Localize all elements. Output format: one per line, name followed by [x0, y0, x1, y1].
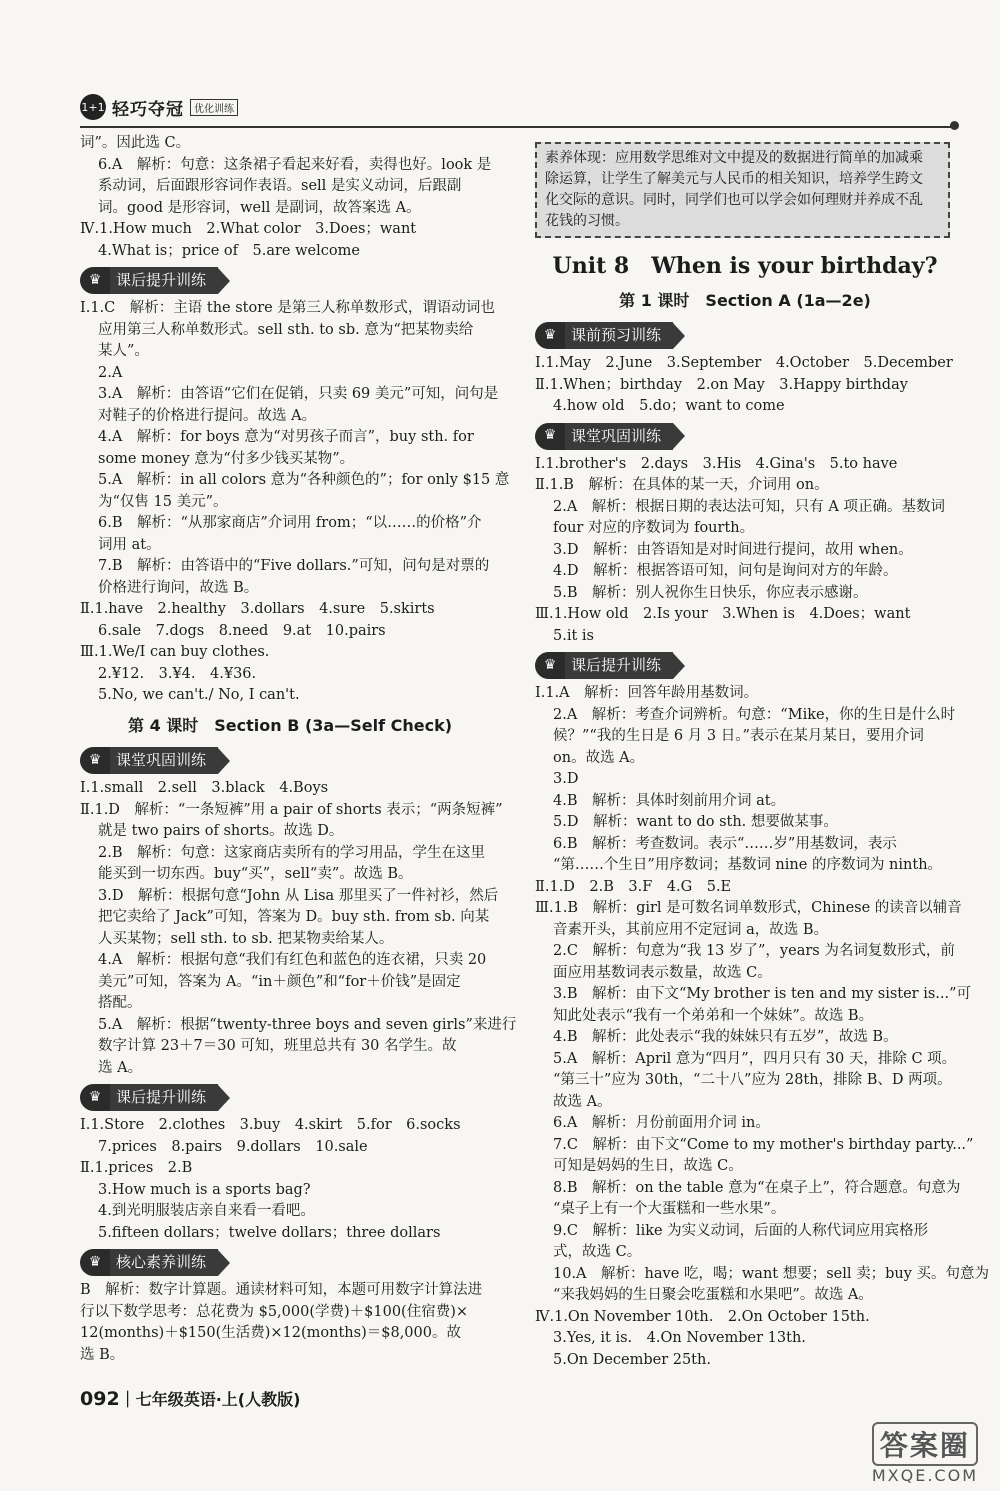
section-banner — [80, 267, 230, 294]
text-line: Ⅲ.1.B 解析：girl 是可数名词单数形式，Chinese 的读音以辅音 — [535, 900, 962, 916]
text-line: 4.A 解析：根据句意“我们有红色和蓝色的连衣裙，只卖 20 — [98, 952, 487, 968]
text-line: “来我妈妈的生日聚会吃蛋糕和水果吧”。故选 A。 — [553, 1287, 873, 1303]
lesson-title: 第 4 课时 Section B (3a—Self Check) — [128, 715, 453, 735]
text-line: Ⅳ.1.On November 10th. 2.On October 15th. — [535, 1308, 870, 1325]
crown-icon: ♛ — [80, 1249, 110, 1276]
section-banner — [80, 1084, 230, 1111]
text-line: 6.B 解析：“从那家商店”介词用 from；“以……的价格”介 — [98, 515, 482, 531]
text-line: 4.What is；price of 5.are welcome — [98, 242, 360, 259]
logo — [80, 92, 238, 122]
text-line: on。故选 A。 — [553, 749, 645, 766]
crown-icon: ♛ — [80, 747, 110, 774]
section-title: 课后提升训练 — [110, 267, 218, 294]
text-line: 6.A 解析：句意：这条裙子看起来好看，卖得也好。look 是 — [98, 156, 492, 173]
watermark-url: MXQE.COM — [871, 1466, 978, 1485]
section-title: 课堂巩固训练 — [110, 747, 218, 774]
page-footer — [80, 1387, 300, 1410]
text-line: 6.sale 7.dogs 8.need 9.at 10.pairs — [98, 622, 386, 639]
text-line: 数字计算 23＋7＝30 可知，班里总共有 30 名学生。故 — [98, 1038, 457, 1054]
text-line: B 解析：数字计算题。通读材料可知，本题可用数字计算法进 — [80, 1282, 483, 1298]
unit-title: Unit 8 When is your birthday? — [552, 253, 938, 279]
text-line: 9.C 解析：like 为实义动词，后面的人称代词应用宾格形 — [553, 1222, 929, 1239]
section-banner — [80, 1249, 230, 1276]
text-line: 7.prices 8.pairs 9.dollars 10.sale — [98, 1138, 368, 1155]
text-line: 2.B 解析：句意：这家商店卖所有的学习用品，学生在这里 — [98, 844, 485, 861]
text-line: 人买某物；sell sth. to sb. 把某物卖给某人。 — [98, 930, 394, 947]
header-rule — [80, 126, 955, 128]
text-line: 应用第三人称单数形式。sell sth. to sb. 意为“把某物卖给 — [98, 321, 474, 338]
book-title: 七年级英语·上(人教版) — [135, 1390, 301, 1409]
text-line: 故选 A。 — [553, 1093, 612, 1110]
text-line: Ⅱ.1.When；birthday 2.on May 3.Happy birthday — [535, 376, 908, 393]
text-line: 把它卖给了 Jack”可知，答案为 D。buy sth. from sb. 向某 — [98, 909, 490, 925]
text-line: 系动词，后面跟形容词作表语。sell 是实义动词，后跟副 — [98, 178, 462, 194]
text-line: 选 A。 — [98, 1059, 143, 1076]
text-line: “第……个生日”用序数词；基数词 nine 的序数词为 ninth。 — [553, 857, 943, 873]
text-line: Ⅰ.1.May 2.June 3.September 4.October 5.December — [535, 355, 953, 371]
text-line: 音素开头，其前应用不定冠词 a，故选 B。 — [553, 921, 829, 938]
text-line: Ⅱ.1.have 2.healthy 3.dollars 4.sure 5.skirts — [80, 601, 435, 617]
text-line: Ⅱ.1.D 2.B 3.F 4.G 5.E — [535, 878, 732, 895]
section-title: 课后提升训练 — [565, 652, 673, 679]
section-title: 核心素养训练 — [110, 1249, 218, 1276]
text-line: Ⅱ.1.B 解析：在具体的某一天，介词用 on。 — [535, 477, 829, 493]
text-line: 6.B 解析：考查数词。表示“……岁”用基数词，表示 — [553, 835, 897, 852]
text-line: 词”。因此选 C。 — [80, 135, 191, 151]
text-line: 价格进行询问，故选 B。 — [98, 579, 259, 596]
text-line: 7.B 解析：由答语中的“Five dollars.”可知，问句是对票的 — [98, 558, 490, 574]
left-column — [80, 133, 517, 1366]
text-line: Ⅰ.1.C 解析：主语 the store 是第三人称单数形式，谓语动词也 — [80, 300, 495, 316]
text-line: 可知是妈妈的生日，故选 C。 — [553, 1158, 743, 1174]
text-line: Ⅰ.1.small 2.sell 3.black 4.Boys — [80, 780, 329, 796]
text-line: 某人”。 — [98, 343, 149, 359]
text-line: 3.D — [553, 771, 579, 787]
text-line: 选 B。 — [80, 1346, 125, 1363]
text-line: 12(months)＋$150(生活费)×12(months)＝$8,000。故 — [80, 1325, 461, 1341]
site-watermark — [872, 1422, 978, 1485]
text-line: “第三十”应为 30th，“二十八”应为 28th，排除 B、D 两项。 — [553, 1072, 952, 1088]
text-line: Ⅰ.1.brother's 2.days 3.His 4.Gina's 5.to have — [535, 455, 898, 472]
text-line: 5.it is — [553, 627, 594, 644]
text-line: 8.B 解析：on the table 意为“在桌子上”，符合题意。句意为 — [553, 1179, 961, 1196]
text-line: 4.B 解析：具体时刻前用介词 at。 — [553, 792, 786, 809]
text-line: 5.A 解析：根据“twenty-three boys and seven girls”来进行 — [98, 1016, 517, 1033]
text-line: 6.A 解析：月份前面用介词 in。 — [553, 1115, 770, 1131]
text-line: 面应用基数词表示数量，故选 C。 — [553, 964, 772, 981]
text-line: 能买到一切东西。buy“买”，sell“卖”。故选 B。 — [98, 866, 413, 882]
text-line: 5.On December 25th. — [553, 1351, 711, 1368]
text-line: Ⅳ.1.How much 2.What color 3.Does；want — [80, 221, 417, 237]
literacy-note-box — [535, 142, 950, 238]
text-line: 2.¥12. 3.¥4. 4.¥36. — [98, 665, 257, 682]
text-line: 2.A 解析：根据日期的表达法可知，只有 A 项正确。基数词 — [553, 498, 945, 515]
footer-divider: ｜ — [119, 1390, 136, 1409]
text-line: 5.No, we can't./ No, I can't. — [98, 687, 300, 703]
text-line: 5.A 解析：April 意为“四月”，四月只有 30 天，排除 C 项。 — [553, 1050, 957, 1067]
text-line: Ⅰ.1.A 解析：回答年龄用基数词。 — [535, 685, 759, 701]
section-banner — [80, 747, 230, 774]
text-line: 3.How much is a sports bag? — [98, 1181, 311, 1198]
lesson-title: 第 1 课时 Section A (1a—2e) — [619, 290, 871, 310]
text-line: 式，故选 C。 — [553, 1244, 642, 1260]
text-line: 为“仅售 15 美元”。 — [98, 493, 228, 510]
text-line: 搭配。 — [98, 995, 142, 1011]
text-line: 行以下数学思考：总花费为 $5,000(学费)＋$100(住宿费)× — [80, 1303, 469, 1320]
text-line: 4.到光明服装店亲自来看一看吧。 — [98, 1203, 315, 1219]
text-line: 对鞋子的价格进行提问。故选 A。 — [98, 407, 317, 424]
text-line: Ⅱ.1.D 解析：“一条短裤”用 a pair of shorts 表示；“两条短裤” — [80, 801, 503, 818]
text-line: 3.D 解析：根据句意“John 从 Lisa 那里买了一件衬衫，然后 — [98, 887, 499, 904]
text-line: four 对应的序数词为 fourth。 — [553, 520, 755, 536]
text-line: 4.how old 5.do；want to come — [553, 398, 785, 414]
crown-icon: ♛ — [535, 322, 565, 349]
page-header — [80, 92, 955, 132]
crown-icon: ♛ — [80, 267, 110, 294]
text-line: “桌子上有一个大蛋糕和一些水果”。 — [553, 1201, 786, 1217]
text-line: 2.A — [98, 364, 123, 381]
text-line: 3.D 解析：由答语知是对时间进行提问，故用 when。 — [553, 541, 913, 558]
text-line: some money 意为“付多少钱买某物”。 — [98, 450, 355, 467]
section-title: 课堂巩固训练 — [565, 423, 673, 450]
crown-icon: ♛ — [535, 423, 565, 450]
text-line: 2.A 解析：考查介词辨析。句意：“Mike，你的生日是什么时 — [553, 706, 956, 723]
text-line: 7.C 解析：由下文“Come to my mother's birthday party...” — [553, 1136, 974, 1153]
section-banner — [535, 322, 685, 349]
text-line: 素养体现：应用数学思维对文中提及的数据进行简单的加减乘 — [545, 150, 923, 166]
text-line: 除运算，让学生了解美元与人民币的相关知识，培养学生跨文 — [545, 171, 923, 187]
text-line: Ⅲ.1.How old 2.Is your 3.When is 4.Does；want — [535, 606, 911, 622]
text-line: 知此处表示“我有一个弟弟和一个妹妹”。故选 B。 — [553, 1007, 874, 1024]
text-line: 美元”可知，答案为 A。“in＋颜色”和“for＋价钱”是固定 — [98, 973, 461, 990]
section-title: 课前预习训练 — [565, 322, 673, 349]
text-line: 5.D 解析：want to do sth. 想要做某事。 — [553, 814, 838, 830]
text-line: 就是 two pairs of shorts。故选 D。 — [98, 823, 344, 839]
section-title: 课后提升训练 — [110, 1084, 218, 1111]
text-line: 4.A 解析：for boys 意为“对男孩子而言”，buy sth. for — [98, 429, 474, 445]
text-line: 5.A 解析：in all colors 意为“各种颜色的”；for only $15 意 — [98, 472, 510, 488]
text-line: 3.B 解析：由下文“My brother is ten and my sister is...”可 — [553, 986, 972, 1002]
section-banner — [535, 423, 685, 450]
text-line: 3.Yes, it is. 4.On November 13th. — [553, 1330, 806, 1346]
text-line: Ⅲ.1.We/I can buy clothes. — [80, 644, 270, 660]
text-line: 花钱的习惯。 — [545, 213, 629, 229]
text-line: 词用 at。 — [98, 536, 161, 553]
logo-badge: 1+1 — [80, 94, 106, 120]
text-line: 5.B 解析：别人祝你生日快乐，你应表示感谢。 — [553, 584, 868, 601]
text-line: 化交际的意识。同时，同学们也可以学会如何理财并养成不乱 — [545, 192, 923, 208]
text-line: 5.fifteen dollars；twelve dollars；three dollars — [98, 1224, 441, 1241]
crown-icon: ♛ — [535, 652, 565, 679]
text-line: 3.A 解析：由答语“它们在促销，只卖 69 美元”可知，问句是 — [98, 386, 499, 402]
text-line: 10.A 解析：have 吃，喝；want 想要；sell 卖；buy 买。句意为 — [553, 1265, 990, 1282]
logo-title: 轻巧夺冠 — [112, 99, 184, 120]
section-banner — [535, 652, 685, 679]
text-line: 4.D 解析：根据答语可知，问句是询问对方的年龄。 — [553, 563, 898, 579]
right-column — [535, 142, 990, 1371]
text-line: 候？”“我的生日是 6 月 3 日。”表示在某月某日，要用介词 — [553, 728, 924, 744]
text-line: Ⅱ.1.prices 2.B — [80, 1160, 193, 1176]
text-line: Ⅰ.1.Store 2.clothes 3.buy 4.skirt 5.for 6.socks — [80, 1117, 461, 1133]
page-number: 092 — [80, 1388, 120, 1410]
logo-subtitle: 优化训练 — [190, 99, 238, 116]
text-line: 2.C 解析：句意为“我 13 岁了”，years 为名词复数形式，前 — [553, 943, 955, 959]
watermark-logo: 答案圈 — [872, 1422, 978, 1466]
text-line: 词。good 是形容词，well 是副词，故答案选 A。 — [98, 199, 421, 216]
text-line: 4.B 解析：此处表示“我的妹妹只有五岁”，故选 B。 — [553, 1029, 898, 1045]
crown-icon: ♛ — [80, 1084, 110, 1111]
header-dot — [950, 121, 959, 130]
